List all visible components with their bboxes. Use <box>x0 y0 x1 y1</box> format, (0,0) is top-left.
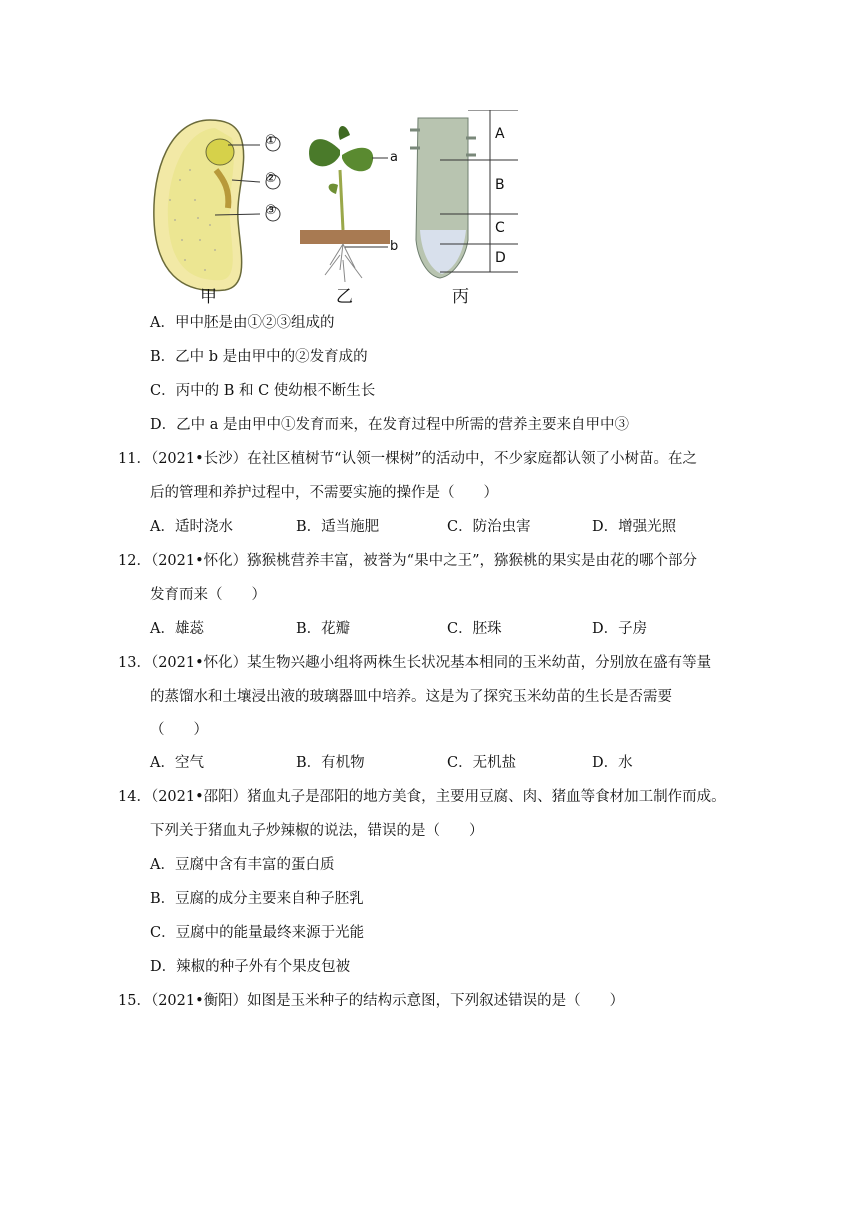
q12-option-d: D．子房 <box>592 621 648 637</box>
q13-option-a: A．空气 <box>150 755 204 771</box>
q12-stem-line1: 12．（2021•怀化）猕猴桃营养丰富，被誉为“果中之王”，猕猴桃的果实是由花的哪个部分 <box>118 553 697 569</box>
q13-option-b: B．有机物 <box>296 755 365 771</box>
q11-option-c: C．防治虫害 <box>447 519 531 535</box>
q11-option-a: A．适时浇水 <box>150 519 233 535</box>
q11-option-d: D．增强光照 <box>592 519 677 535</box>
q10-option-a: A．甲中胚是由①②③组成的 <box>150 315 335 331</box>
q11-stem-line2: 后的管理和养护过程中，不需要实施的操作是（ ） <box>150 485 498 501</box>
q14-stem-line2: 下列关于猪血丸子炒辣椒的说法，错误的是（ ） <box>150 823 484 839</box>
q13-option-d: D．水 <box>592 755 633 771</box>
figure-drawing <box>140 110 540 310</box>
seedling-callout-a: a <box>390 150 398 165</box>
q12-option-b: B．花瓣 <box>296 621 351 637</box>
bean-seed-diagram <box>154 120 280 291</box>
q14-option-b: B．豆腐的成分主要来自种子胚乳 <box>150 891 364 907</box>
q12-option-a: A．雄蕊 <box>150 621 204 637</box>
q13-option-c: C．无机盐 <box>447 755 517 771</box>
q12-option-c: C．胚珠 <box>447 621 502 637</box>
q13-stem-line1: 13．（2021•怀化）某生物兴趣小组将两株生长状况基本相同的玉米幼苗，分别放在盛有等量 <box>118 655 712 671</box>
q15-stem-line1: 15．（2021•衡阳）如图是玉米种子的结构示意图，下列叙述错误的是（ ） <box>118 993 625 1009</box>
q11-option-b: B．适当施肥 <box>296 519 380 535</box>
q10-option-b: B．乙中 b 是由甲中的②发育成的 <box>150 349 368 365</box>
callout-3-label: ③ <box>265 203 277 218</box>
q14-stem-line1: 14．（2021•邵阳）猪血丸子是邵阳的地方美食，主要用豆腐、肉、猪血等食材加工制作而成。 <box>118 789 726 805</box>
seed-seedling-root-figure <box>140 110 540 310</box>
figure-label-bing: 丙 <box>452 287 469 307</box>
callout-2-label: ② <box>265 171 277 186</box>
q14-option-c: C．豆腐中的能量最终来源于光能 <box>150 925 365 941</box>
q14-option-d: D．辣椒的种子外有个果皮包被 <box>150 959 351 975</box>
q14-option-a: A．豆腐中含有丰富的蛋白质 <box>150 857 335 873</box>
q12-stem-line2: 发育而来（ ） <box>150 587 266 603</box>
q10-option-d: D．乙中 a 是由甲中①发育而来，在发育过程中所需的营养主要来自甲中③ <box>150 417 629 433</box>
q13-stem-line3: （ ） <box>150 722 208 738</box>
callout-1-label: ① <box>265 133 277 148</box>
bean-seedling-diagram <box>300 126 390 282</box>
q13-stem-line2: 的蒸馏水和土壤浸出液的玻璃器皿中培养。这是为了探究玉米幼苗的生长是否需要 <box>150 689 672 705</box>
root-zone-a: A <box>495 126 505 142</box>
seedling-callout-b: b <box>390 239 399 254</box>
figure-label-jia: 甲 <box>200 287 217 307</box>
figure-label-yi: 乙 <box>336 287 353 307</box>
root-zone-b: B <box>495 177 505 193</box>
root-zone-c: C <box>495 220 505 236</box>
root-zone-d: D <box>495 250 506 266</box>
q10-option-c: C．丙中的 B 和 C 使幼根不断生长 <box>150 383 376 399</box>
q11-stem-line1: 11．（2021•长沙）在社区植树节“认领一棵树”的活动中，不少家庭都认领了小树苗。在之 <box>118 451 697 467</box>
